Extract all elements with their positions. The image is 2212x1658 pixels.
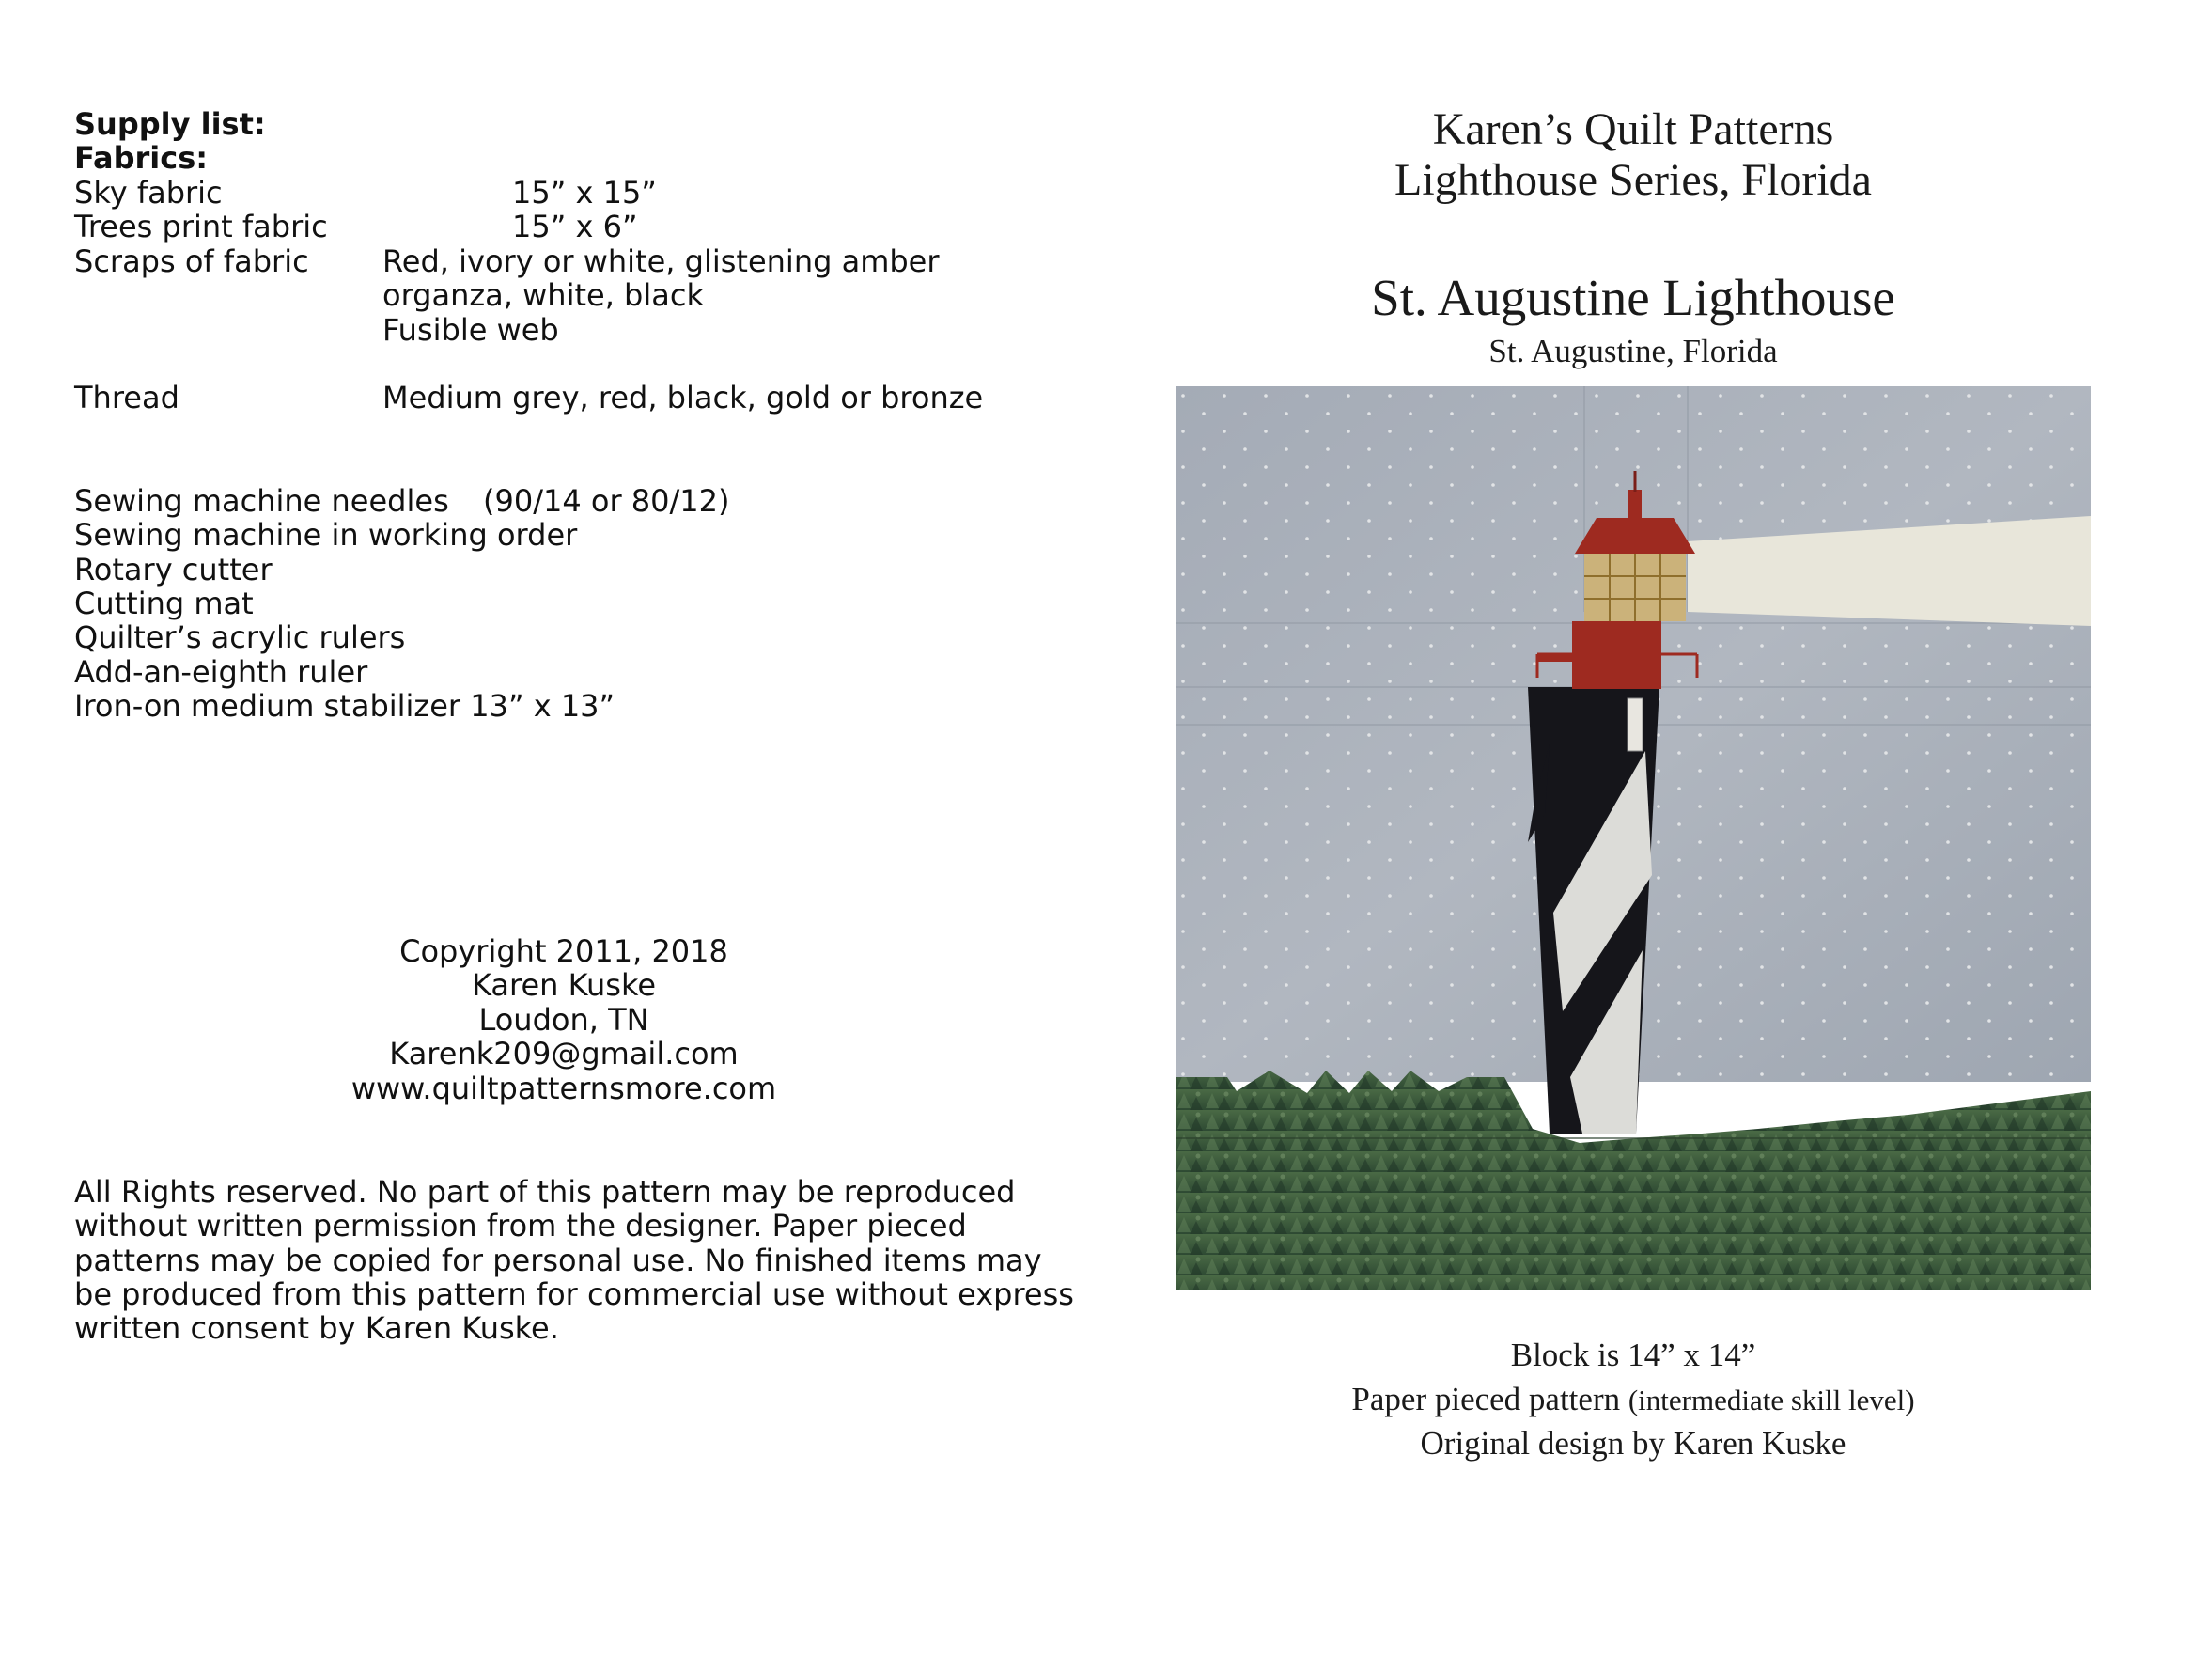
pattern-type-line: [1175, 1380, 2092, 1420]
quilt-block-photo: [1176, 386, 2091, 1290]
trees-fabric-label: Trees print fabric: [74, 209, 328, 244]
supply-item: Rotary cutter: [74, 552, 273, 587]
copyright-line: Copyright 2011, 2018: [399, 933, 728, 969]
thread-label: Thread: [74, 380, 179, 415]
supply-item: Sewing machine in working order: [74, 517, 578, 553]
supply-item: Iron-on medium stabilizer 13” x 13”: [74, 688, 615, 724]
block-size: Block is 14” x 14”: [1510, 1337, 1756, 1373]
scraps-line-1: Red, ivory or white, glistening amber: [382, 243, 940, 279]
scraps-label: Scraps of fabric: [74, 243, 309, 279]
sky-fabric-size: 15” x 15”: [512, 175, 657, 211]
sky-fabric-label: Sky fabric: [74, 175, 223, 211]
skill-level: (intermediate skill level): [1628, 1384, 1915, 1416]
rights-line: without written permission from the designer. Paper pieced: [74, 1208, 967, 1244]
tower-window: [1628, 698, 1643, 751]
supply-item: Cutting mat: [74, 586, 254, 621]
supply-item: Quilter’s acrylic rulers: [74, 619, 406, 655]
copyright-email: Karenk209@gmail.com: [389, 1036, 739, 1071]
page-title: St. Augustine Lighthouse: [1371, 269, 1895, 326]
brand-title: Karen’s Quilt Patterns: [1432, 104, 1834, 154]
rights-line: All Rights reserved. No part of this pattern may be reproduced: [74, 1174, 1016, 1210]
rights-line: patterns may be copied for personal use. No finished items may: [74, 1243, 1042, 1278]
fabrics-heading: Fabrics:: [74, 140, 209, 176]
copyright-name: Karen Kuske: [471, 967, 657, 1003]
roof-spire: [1628, 490, 1642, 520]
scraps-line-2: organza, white, black: [382, 277, 704, 313]
location-subtitle: St. Augustine, Florida: [1488, 333, 1778, 369]
needles-size: (90/14 or 80/12): [483, 483, 730, 519]
trees-fabric-size: 15” x 6”: [512, 209, 638, 244]
rights-line: be produced from this pattern for commercial use without express: [74, 1276, 1074, 1312]
supply-item: Add-an-eighth ruler: [74, 654, 368, 690]
pattern-type: Paper pieced pattern: [1351, 1381, 1621, 1417]
copyright-website: www.quiltpatternsmore.com: [350, 1071, 777, 1106]
scraps-line-3: Fusible web: [382, 312, 559, 348]
needles-label: Sewing machine needles: [74, 483, 449, 519]
supply-list-heading: Supply list:: [74, 106, 266, 142]
designer-credit: Original design by Karen Kuske: [1420, 1425, 1846, 1462]
copyright-location: Loudon, TN: [478, 1002, 649, 1038]
series-title: Lighthouse Series, Florida: [1394, 155, 1872, 205]
thread-colors: Medium grey, red, black, gold or bronze: [382, 380, 984, 415]
rights-line: written consent by Karen Kuske.: [74, 1310, 559, 1346]
